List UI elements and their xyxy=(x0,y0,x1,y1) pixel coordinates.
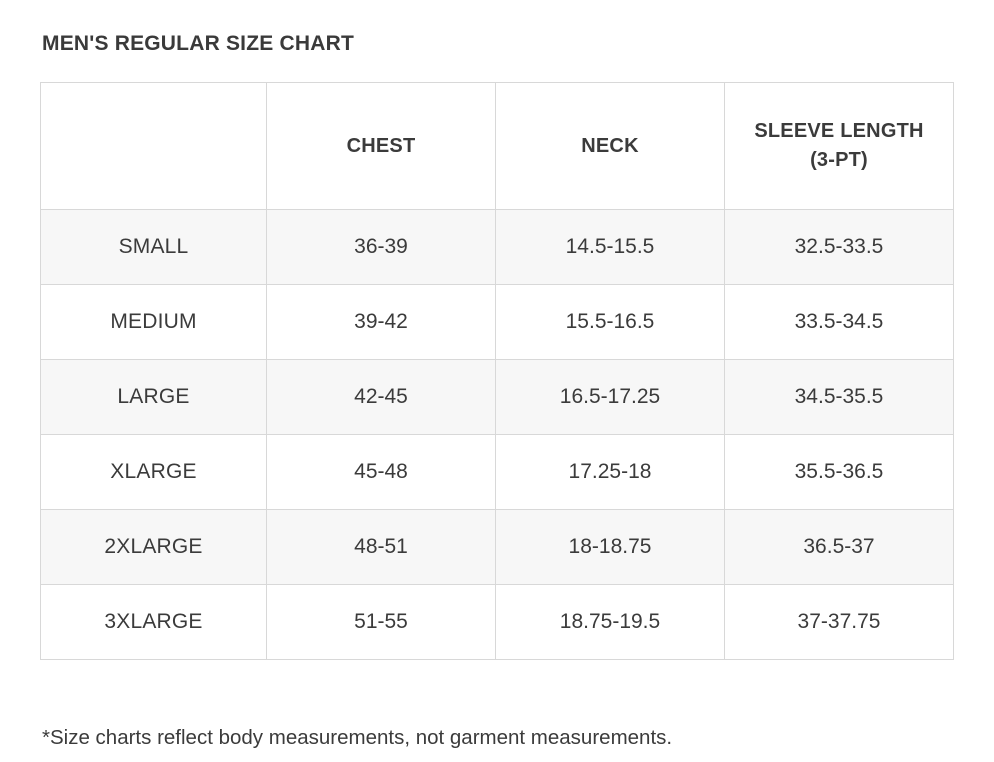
size-chart-table xyxy=(40,82,954,660)
table-header-row xyxy=(41,83,954,210)
cell-medium-chest: 39-42 xyxy=(267,285,496,360)
cell-3xlarge-sleeve: 37-37.75 xyxy=(725,585,954,660)
column-header-neck xyxy=(496,83,725,210)
cell-medium-sleeve: 33.5-34.5 xyxy=(725,285,954,360)
row-label-2xlarge: 2XLARGE xyxy=(41,510,267,585)
cell-2xlarge-chest: 48-51 xyxy=(267,510,496,585)
table-body xyxy=(41,210,954,660)
row-label-small: SMALL xyxy=(41,210,267,285)
cell-2xlarge-sleeve: 36.5-37 xyxy=(725,510,954,585)
row-label-3xlarge: 3XLARGE xyxy=(41,585,267,660)
cell-2xlarge-neck: 18-18.75 xyxy=(496,510,725,585)
table-row xyxy=(41,360,954,435)
column-header-sleeve-line-1: SLEEVE LENGTH xyxy=(754,120,924,142)
footnote: *Size charts reflect body measurements, not garment measurements. xyxy=(42,726,673,749)
cell-small-sleeve: 32.5-33.5 xyxy=(725,210,954,285)
table-row xyxy=(41,585,954,660)
column-header-sleeve-length xyxy=(725,83,954,210)
column-header-neck-line-1: NECK xyxy=(581,134,639,157)
cell-large-chest: 42-45 xyxy=(267,360,496,435)
cell-xlarge-sleeve: 35.5-36.5 xyxy=(725,435,954,510)
column-header-sleeve-line-2: (3-PT) xyxy=(810,149,868,171)
cell-large-sleeve: 34.5-35.5 xyxy=(725,360,954,435)
cell-xlarge-chest: 45-48 xyxy=(267,435,496,510)
cell-3xlarge-neck: 18.75-19.5 xyxy=(496,585,725,660)
table-row xyxy=(41,210,954,285)
row-label-medium: MEDIUM xyxy=(41,285,267,360)
table-row xyxy=(41,285,954,360)
page-title: MEN'S REGULAR SIZE CHART xyxy=(42,32,354,55)
cell-small-chest: 36-39 xyxy=(267,210,496,285)
table-header xyxy=(41,83,954,210)
row-label-xlarge: XLARGE xyxy=(41,435,267,510)
table-corner-cell xyxy=(41,83,267,210)
table-row xyxy=(41,435,954,510)
column-header-chest xyxy=(267,83,496,210)
cell-3xlarge-chest: 51-55 xyxy=(267,585,496,660)
column-header-chest-line-1: CHEST xyxy=(346,134,416,157)
cell-small-neck: 14.5-15.5 xyxy=(496,210,725,285)
cell-medium-neck: 15.5-16.5 xyxy=(496,285,725,360)
table-row xyxy=(41,510,954,585)
cell-xlarge-neck: 17.25-18 xyxy=(496,435,725,510)
row-label-large: LARGE xyxy=(41,360,267,435)
cell-large-neck: 16.5-17.25 xyxy=(496,360,725,435)
